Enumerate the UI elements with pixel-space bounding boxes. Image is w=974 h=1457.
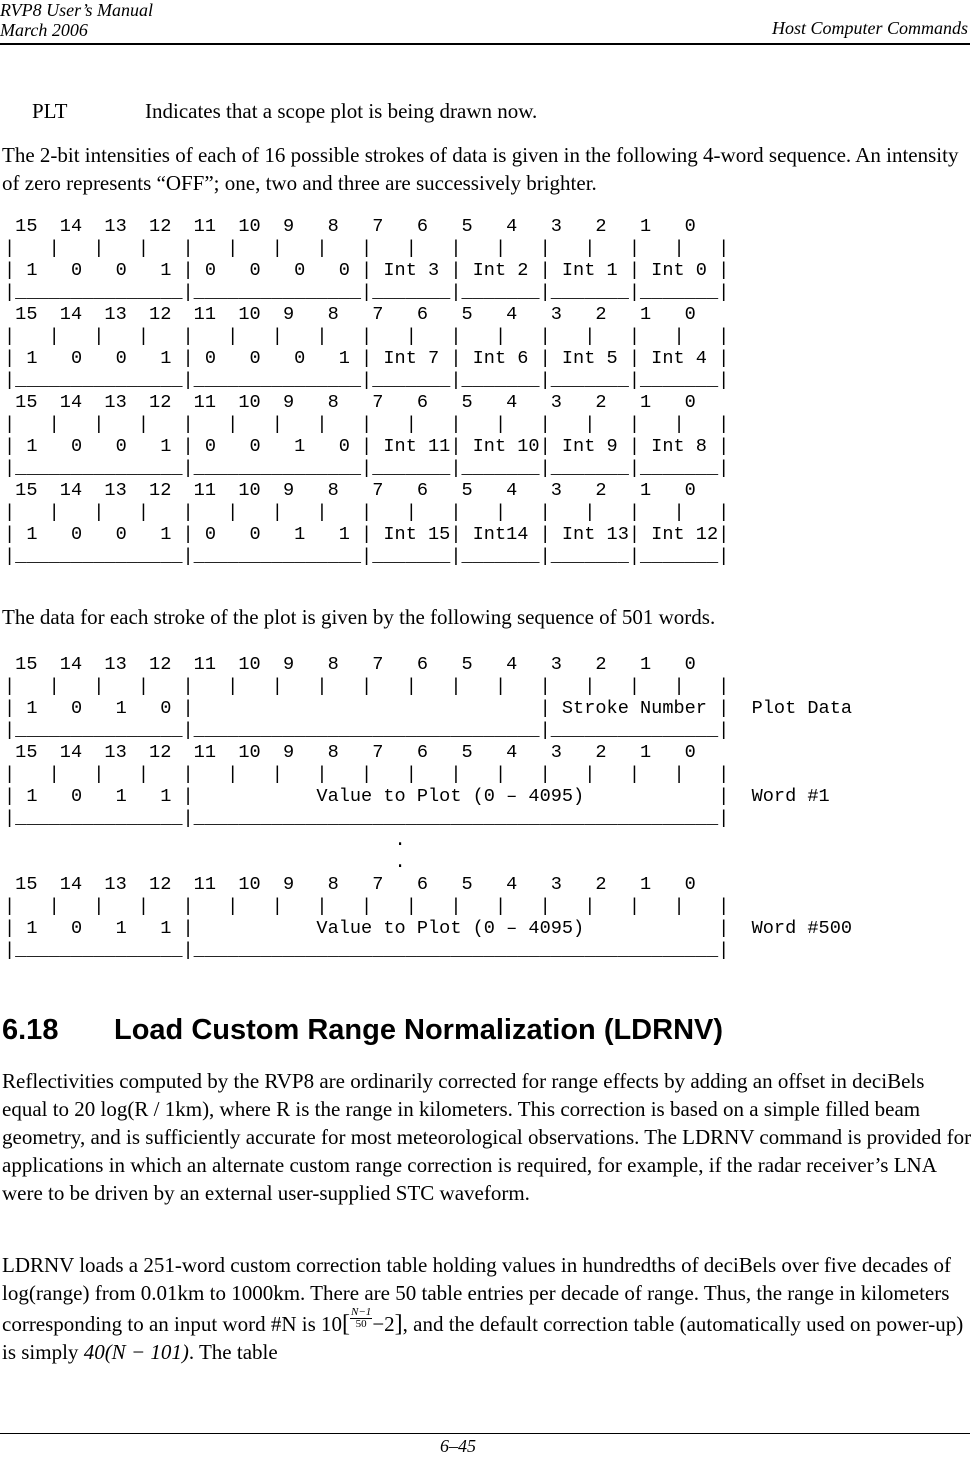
section-title: Host Computer Commands xyxy=(771,18,968,38)
manual-title: RVP8 User’s Manual xyxy=(0,0,153,20)
fraction-denominator: 50 xyxy=(355,1318,367,1330)
stroke-bit-table: 15 14 13 12 11 10 9 8 7 6 5 4 3 2 1 0 | | | | | | | | | | | | | | | | | | 1 0 1 0 | | Stroke Number | Plot Data |_______________|_______________________________|_______________| 15 14 13 12 11 10 9 8 7 6 5 4 3 2 1 0 | | | | | | | | | | | | | | | | | | 1 0 1 1 | Value to Plot (0 – 4095) | Word #1 |_______________|_______________________________________________| . . 15 14 13 12 11 10 9 8 7 6 5 4 3 2 1 0 | | | | | | | | | | | | | | | | | | 1 0 1 1 | Value to Plot (0 – 4095) | Word #500 |_______________|_______________________________________________| xyxy=(4,654,853,961)
page-number: 6–45 xyxy=(440,1436,476,1456)
header-rule xyxy=(0,43,970,45)
ldrnv-paragraph-2 xyxy=(2,1251,972,1366)
range-formula xyxy=(321,1306,403,1337)
range-formula-tail: −2 xyxy=(372,1312,395,1336)
running-header-left xyxy=(0,0,153,40)
ldrnv-text-part3: . The table xyxy=(188,1340,278,1364)
section-number: 6.18 xyxy=(2,1014,59,1046)
section-heading xyxy=(2,1012,723,1048)
intensity-bit-table: 15 14 13 12 11 10 9 8 7 6 5 4 3 2 1 0 | | | | | | | | | | | | | | | | | | 1 0 0 1 | 0 0 0 0 | Int 3 | Int 2 | Int 1 | Int 0 | |_______________|_______________|_______|_______|_______|_______| 15 14 13 12 11 10 9 8 7 6 5 4 3 2 1 0 | | | | | | | | | | | | | | | | | | 1 0 0 1 | 0 0 0 1 | Int 7 | Int 6 | Int 5 | Int 4 | |_______________|_______________|_______|_______|_______|_______| 15 14 13 12 11 10 9 8 7 6 5 4 3 2 1 0 | | | | | | | | | | | | | | | | | | 1 0 0 1 | 0 0 1 0 | Int 11| Int 10| Int 9 | Int 8 | |_______________|_______________|_______|_______|_______|_______| 15 14 13 12 11 10 9 8 7 6 5 4 3 2 1 0 | | | | | | | | | | | | | | | | | | 1 0 0 1 | 0 0 1 1 | Int 15| Int14 | Int 13| Int 12| |_______________|_______________|_______|_______|_______|_______| xyxy=(4,216,730,567)
intensity-intro: The 2-bit intensities of each of 16 possible strokes of data is given in the following 4-word sequence. An intensity of zero represents “OFF”; one, two and three are successively brighter. xyxy=(2,143,959,195)
range-formula-base: 10 xyxy=(321,1312,343,1336)
ldrnv-text-part1: LDRNV loads a 251-word custom correction table holding values in hundredths of deciBels over five decades of log(range) from 0.01km to 1000km. There are 50 table entries per decade of range. Thus, the range in kilometers corresponding to an input word #N is xyxy=(2,1253,952,1336)
ldrnv-text-part2: , and the default correction table (automatically used on power-up) is simply xyxy=(2,1312,964,1364)
bracket-right: ] xyxy=(394,1311,403,1337)
fraction-numerator: N−1 xyxy=(351,1306,372,1318)
range-formula-fraction xyxy=(350,1307,372,1330)
footer-rule xyxy=(0,1433,970,1434)
stroke-intro: The data for each stroke of the plot is given by the following sequence of 501 words. xyxy=(2,605,716,629)
ldrnv-paragraph-1: Reflectivities computed by the RVP8 are ordinarily corrected for range effects by adding an offset in deciBels equal to 20 log(R / 1km), where R is the range in kilometers. This correction is based on a simple filled beam geometry, and is sufficiently accurate for most meteorological observations. The LDRNV command is provided for applications in which an alternate custom range correction is required, for example, if the radar receiver’s LNA were to be driven by an external user-supplied STC waveform. xyxy=(2,1069,972,1205)
plt-description: Indicates that a scope plot is being drawn now. xyxy=(145,99,538,123)
manual-date: March 2006 xyxy=(0,20,88,40)
default-table-formula: 40(N − 101) xyxy=(83,1340,189,1364)
bracket-left: [ xyxy=(342,1311,351,1337)
section-heading-title: Load Custom Range Normalization (LDRNV) xyxy=(114,1014,724,1046)
plt-term: PLT xyxy=(32,99,68,123)
